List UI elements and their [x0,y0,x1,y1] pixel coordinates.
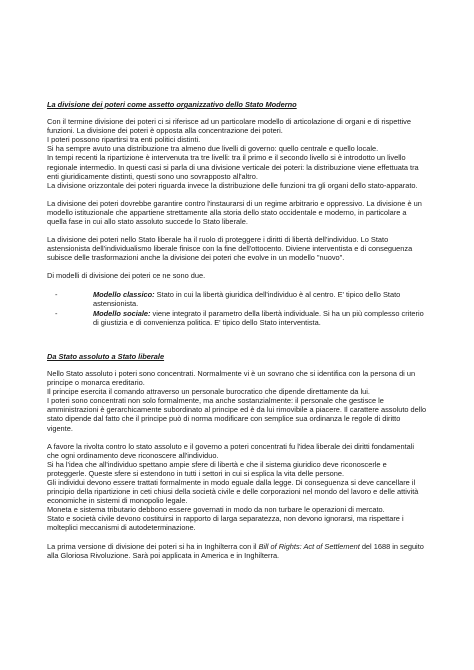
list-item [47,309,427,327]
section-title-divisione: La divisione dei poteri come assetto organizzativo dello Stato Moderno [47,100,297,109]
paragraph [47,542,427,560]
paragraph: Nello Stato assoluto i poteri sono concentrati. Normalmente vi è un sovrano che si identifica con la persona di un principe o monarca ereditario. [47,368,416,388]
paragraph: Stato e società civile devono costituirsi in rapporto di larga separatezza, non devono ignorarsi, ma rispettare i molteplici meccanismi di autodeterminazione. [47,514,404,533]
paragraph: Si ha l'idea che all'individuo spettano ampie sfere di libertà e che il sistema giuridico deve riconoscerle e proteggerle. Queste sfere si estendono in tutti i settori in cui si esplica la vita delle persone. [47,459,387,478]
paragraph: I poteri sono concentrati non solo formalmente, ma anche sostanzialmente: il personale che gestisce le amministrazioni è gerarchicamente subordinato al principe ed è da lui rimovibile a piacere. Il carattere assoluto dello stato dipende dal fatto che il principe può di norma modificare con semplice sua ordinanza le regole di diritto vigente. [47,396,427,433]
list-dash: - [55,308,58,318]
section-title-stato: Da Stato assoluto a Stato liberale [47,351,165,361]
list-item-term: Modello sociale: [93,308,151,318]
paragraph-text: La prima versione di divisione dei poteri si ha in Inghilterra con il [47,541,259,551]
paragraph-text: del 1688 in seguito alla Gloriosa Rivoluzione. Sarà poi applicata in America e in Inghilterra. [47,541,424,560]
paragraph: In tempi recenti la ripartizione è intervenuta tra tre livelli: tra il primo e il secondo livello si è introdotto un livello regionale intermedio. In questi casi si parla di una divisione verticale dei poteri: la distribuzione viene effettuata tra enti giuridicamente distinti, questi sono uno sovrapposto all'altro. [47,153,419,181]
list-item [47,290,427,308]
paragraph: Il principe esercita il comando attraverso un personale burocratico che dipende direttamente da lui. [47,387,370,397]
paragraph: I poteri possono ripartirsi tra enti politici distinti. [47,135,201,145]
paragraph: La divisione dei poteri dovrebbe garantire contro l'instaurarsi di un regime arbitrario e oppressivo. La divisione è un modello istituzionale che appartiene strettamente alla storia dello stato occidentale e moderno, in particolare a quella fase in cui allo stato assoluto succede lo Stato liberale. [47,198,422,227]
paragraph-italic-text: Bill of Rights: Act of Settlement [258,541,360,551]
list-item-term: Modello classico: [93,289,155,299]
paragraph: Si ha sempre avuto una distribuzione tra almeno due livelli di governo: quello centrale e quello locale. [47,144,379,154]
list-item-text: viene integrato il parametro della libertà individuale. Si ha un più complesso criterio di giustizia e di convenienza politica. E' tipico dello Stato interventista. [93,308,424,327]
list-item-text: Stato in cui la libertà giuridica dell'individuo è al centro. E' tipico dello Stato astensionista. [93,289,401,308]
paragraph: La divisione orizzontale dei poteri riguarda invece la distribuzione delle funzioni tra gli organi dello stato-apparato. [47,180,418,190]
models-list [47,290,427,327]
document-body [47,100,427,560]
paragraph: Con il termine divisione dei poteri ci si riferisce ad un particolare modello di articolazione di organi e di rispettive funzioni. La divisione dei poteri è opposta alla concentrazione dei poteri. [47,117,411,136]
paragraph: La divisione dei poteri nello Stato liberale ha il ruolo di proteggere i diritti di libertà dell'individuo. Lo Stato astensionista dell'individualismo liberale finisce con la fine dell'ottocento. Divienе interventista e di conseguenza subisce delle trasformazioni anche la divisione dei poteri che evolve in un modello "nuovo". [47,235,413,263]
list-dash: - [55,289,58,299]
paragraph: A favore la rivolta contro lo stato assoluto e il governo a poteri concentrati fu l'idea liberale dei diritti fondamentali che ogni ordinamento deve riconoscere all'individuo. [47,441,415,460]
paragraph: Gli individui devono essere trattati formalmente in modo eguale dalla legge. Di conseguenza si deve cancellare il principio della ripartizione in ceti chiusi della società civile e delle corporazioni nel mondo del lavoro e delle attività economiche in sistemi di monopolio legale. [47,478,419,506]
paragraph: Di modelli di divisione dei poteri ce ne sono due. [47,271,206,281]
paragraph: Moneta e sistema tributario debbono essere governati in modo da non turbare le operazioni di mercato. [47,505,385,515]
